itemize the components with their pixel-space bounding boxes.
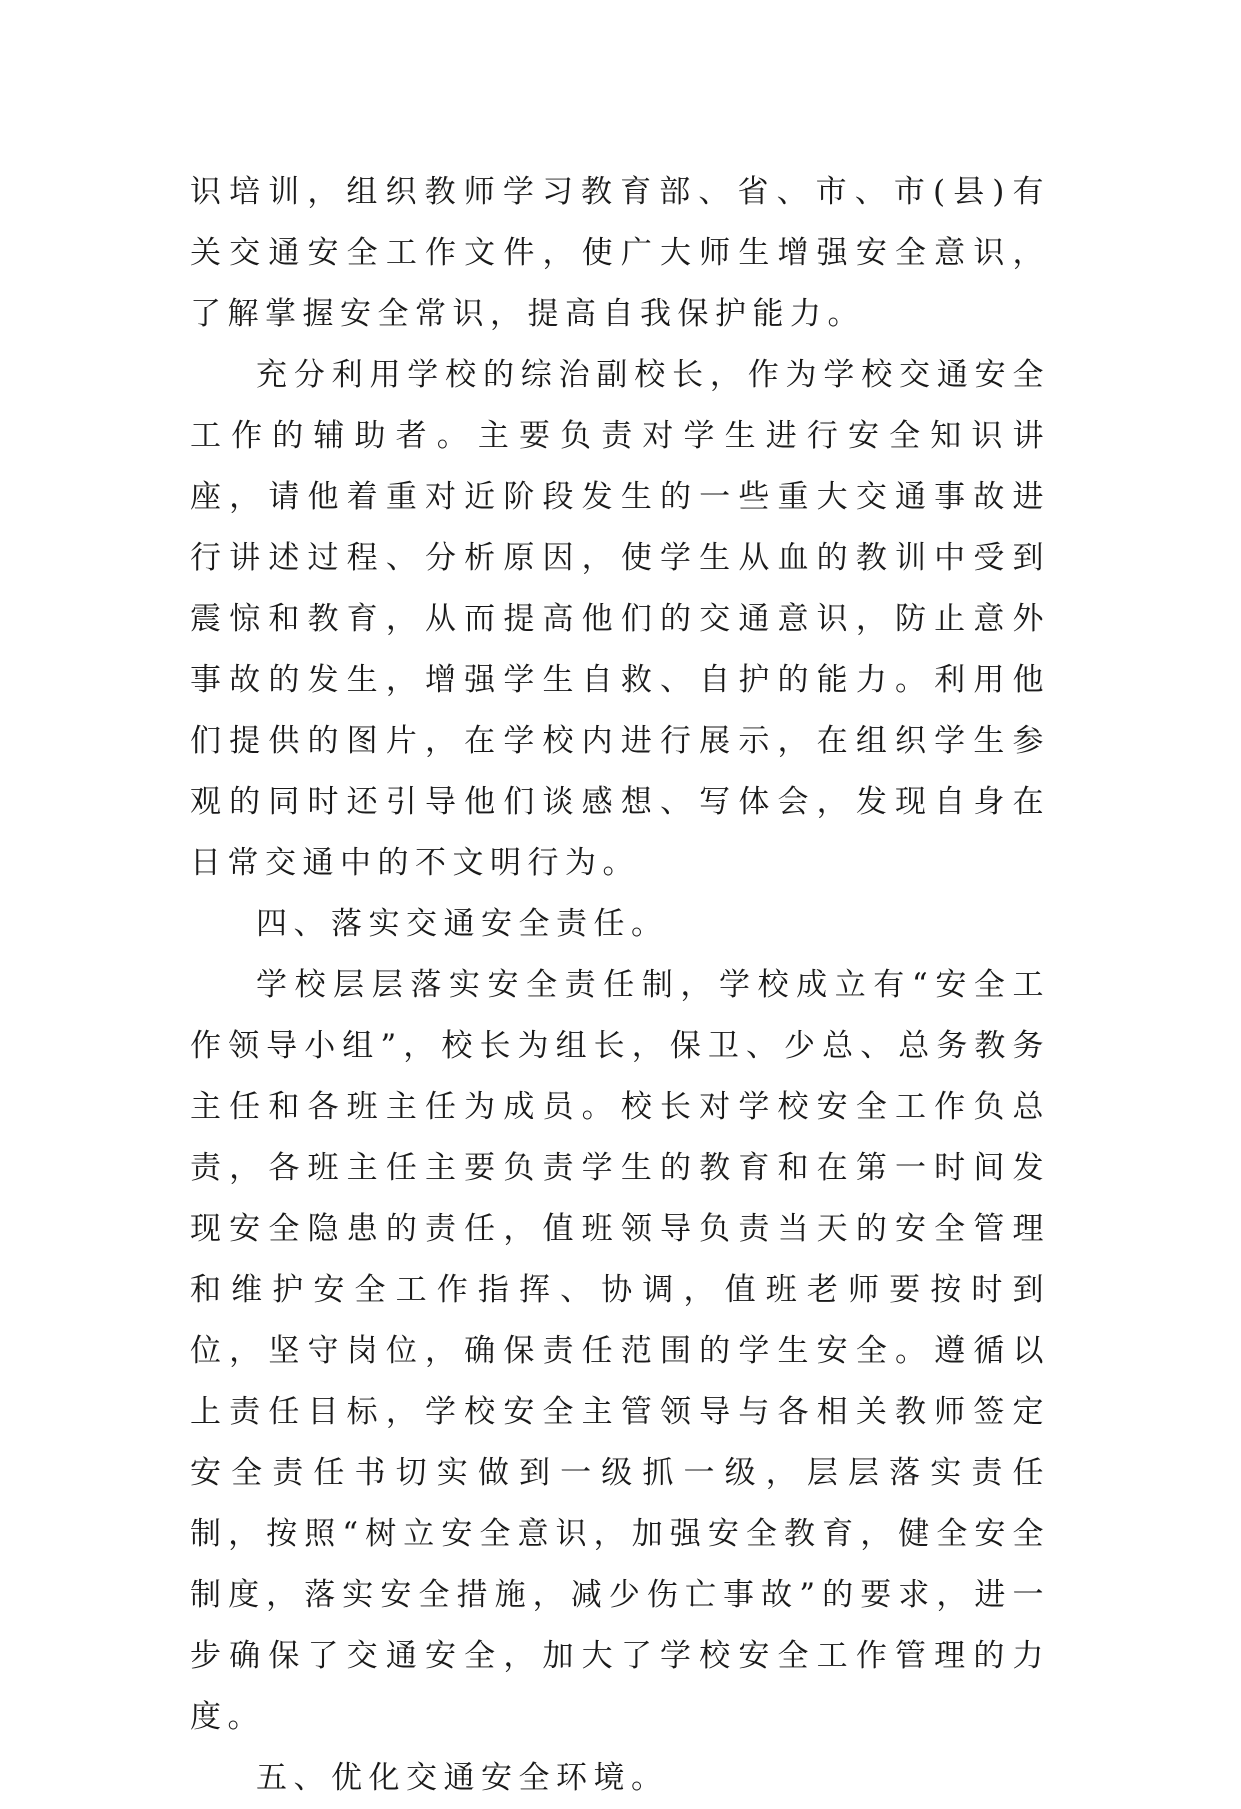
section-heading-environment: 五、优化交通安全环境。 [256,1760,669,1796]
paragraph-responsibility-system: 学校层层落实安全责任制，学校成立有“安全工作领导小组”，校长为组长，保卫、少总、总务教务主任和各班主任为成员。校长对学校安全工作负总责，各班主任主要负责学生的教育和在第一时间发现安全隐患的责任，值班领导负责当天的安全管理和维护安全工作指挥、协调，值班老师要按时到位，坚守岗位，确保责任范围的学生安全。遵循以上责任目标，学校安全主管领导与各相关教师签定安全责任书切实做到一级抓一级，层层落实责任制，按照“树立安全意识，加强安全教育，健全安全制度，落实安全措施，减少伤亡事故”的要求，进一步确保了交通安全，加大了学校安全工作管理的力度。 [190,967,1050,1735]
paragraph-vice-principal: 充分利用学校的综治副校长，作为学校交通安全工作的辅助者。主要负责对学生进行安全知识讲座，请他着重对近阶段发生的一些重大交通事故进行讲述过程、分析原因，使学生从血的教训中受到震惊和教育，从而提高他们的交通意识，防止意外事故的发生，增强学生自救、自护的能力。利用他们提供的图片，在学校内进行展示，在组织学生参观的同时还引导他们谈感想、写体会，发现自身在日常交通中的不文明行为。 [190,357,1050,881]
document-body [190,162,1050,1809]
paragraph-training-continuation: 识培训，组织教师学习教育部、省、市、市(县)有关交通安全工作文件，使广大师生增强安全意识，了解掌握安全常识，提高自我保护能力。 [190,174,1050,332]
section-heading-responsibility: 四、落实交通安全责任。 [256,906,669,942]
